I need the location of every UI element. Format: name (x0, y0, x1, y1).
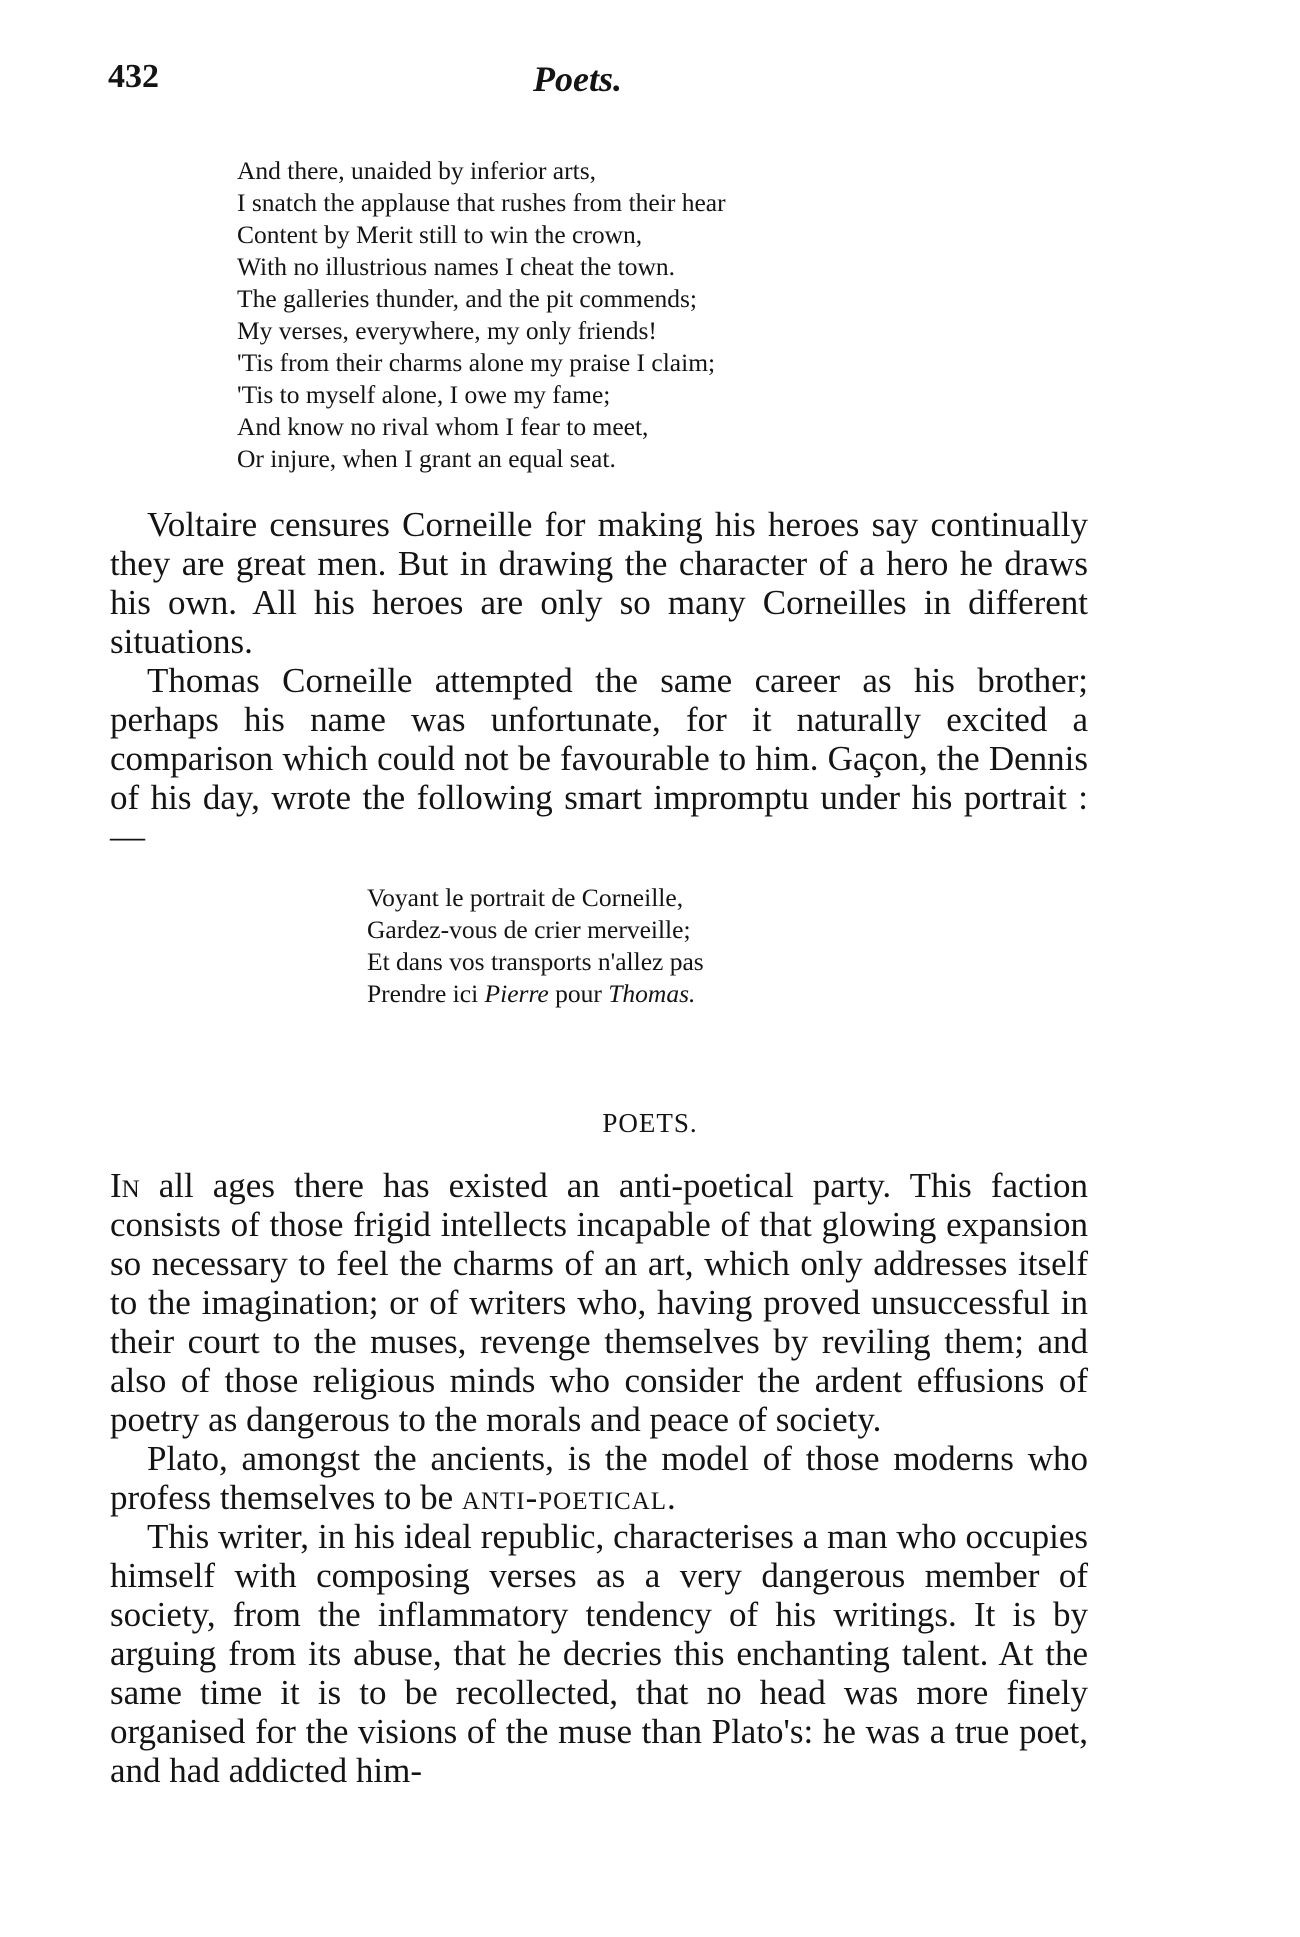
verse-quotation-english (237, 155, 726, 475)
paragraph-text: all ages there has existed an anti-poetical party. This faction consists of those frigid intellects incapable of that glowing expansion so necessary to feel the charms of an art, which only addresses itself to the imagination; or of writers who, having proved unsuccessful in their court to the muses, revenge themselves by reviling them; and also of those religious minds who consider the ardent effusions of poetry as dangerous to the morals and peace of society. (110, 1166, 1088, 1439)
paragraph-text: Plato, amongst the ancients, is the model of those moderns who profess themselves to be (110, 1439, 1088, 1517)
page-number: 432 (108, 58, 159, 95)
verse-line: Et dans vos transports n'allez pas (367, 947, 704, 976)
verse-italic-name: Pierre (484, 979, 549, 1008)
paragraph-ideal-republic: This writer, in his ideal republic, characterises a man who occupies himself with composing verses as a very dangerous member of society, from the inflammatory tendency of his writings. It is by arguing from its abuse, that he decries this enchanting talent. At the same time it is to be recollected, that no head was more finely organised for the visions of the muse than Plato's: he was a true poet, and had addicted him- (110, 1517, 1088, 1790)
verse-line: The galleries thunder, and the pit commends; (237, 284, 697, 313)
verse-line: And know no rival whom I fear to meet, (237, 412, 649, 441)
verse-line: Gardez-vous de crier merveille; (367, 915, 691, 944)
smallcaps-term: anti-poetical. (461, 1478, 677, 1517)
verse-line: 'Tis from their charms alone my praise I claim; (237, 348, 716, 377)
verse-quotation-french (367, 882, 704, 1010)
verse-text: pour (548, 979, 609, 1008)
verse-line: And there, unaided by inferior arts, (237, 156, 597, 185)
verse-line: Content by Merit still to win the crown, (237, 220, 643, 249)
section-title: POETS. (602, 1108, 698, 1138)
paragraph-thomas-corneille: Thomas Corneille attempted the same career as his brother; perhaps his name was unfortunate, for it naturally excited a comparison which could not be favourable to him. Gaçon, the Dennis of his day, wrote the following smart impromptu under his portrait :— (110, 661, 1088, 856)
paragraph-anti-poetical-party (110, 1166, 1088, 1439)
verse-line: My verses, everywhere, my only friends! (237, 316, 657, 345)
verse-line: 'Tis to myself alone, I owe my fame; (237, 380, 611, 409)
lead-word: In (110, 1166, 140, 1205)
verse-text: Prendre ici (367, 979, 485, 1008)
verse-line: I snatch the applause that rushes from their hear (237, 188, 726, 217)
verse-line: Or injure, when I grant an equal seat. (237, 444, 616, 473)
verse-line (367, 978, 704, 1010)
verse-line: With no illustrious names I cheat the town. (237, 252, 676, 281)
verse-line: Voyant le portrait de Corneille, (367, 883, 684, 912)
verse-italic-name: Thomas. (608, 979, 696, 1008)
prose-section-corneille (110, 505, 1088, 856)
paragraph-plato (110, 1439, 1088, 1517)
page-header (108, 58, 1108, 108)
prose-section-poets (110, 1166, 1088, 1790)
paragraph-voltaire-corneille: Voltaire censures Corneille for making his heroes say continually they are great men. But in drawing the character of a hero he draws his own. All his heroes are only so many Corneilles in different situations. (110, 505, 1088, 661)
running-head: Poets. (533, 59, 622, 99)
